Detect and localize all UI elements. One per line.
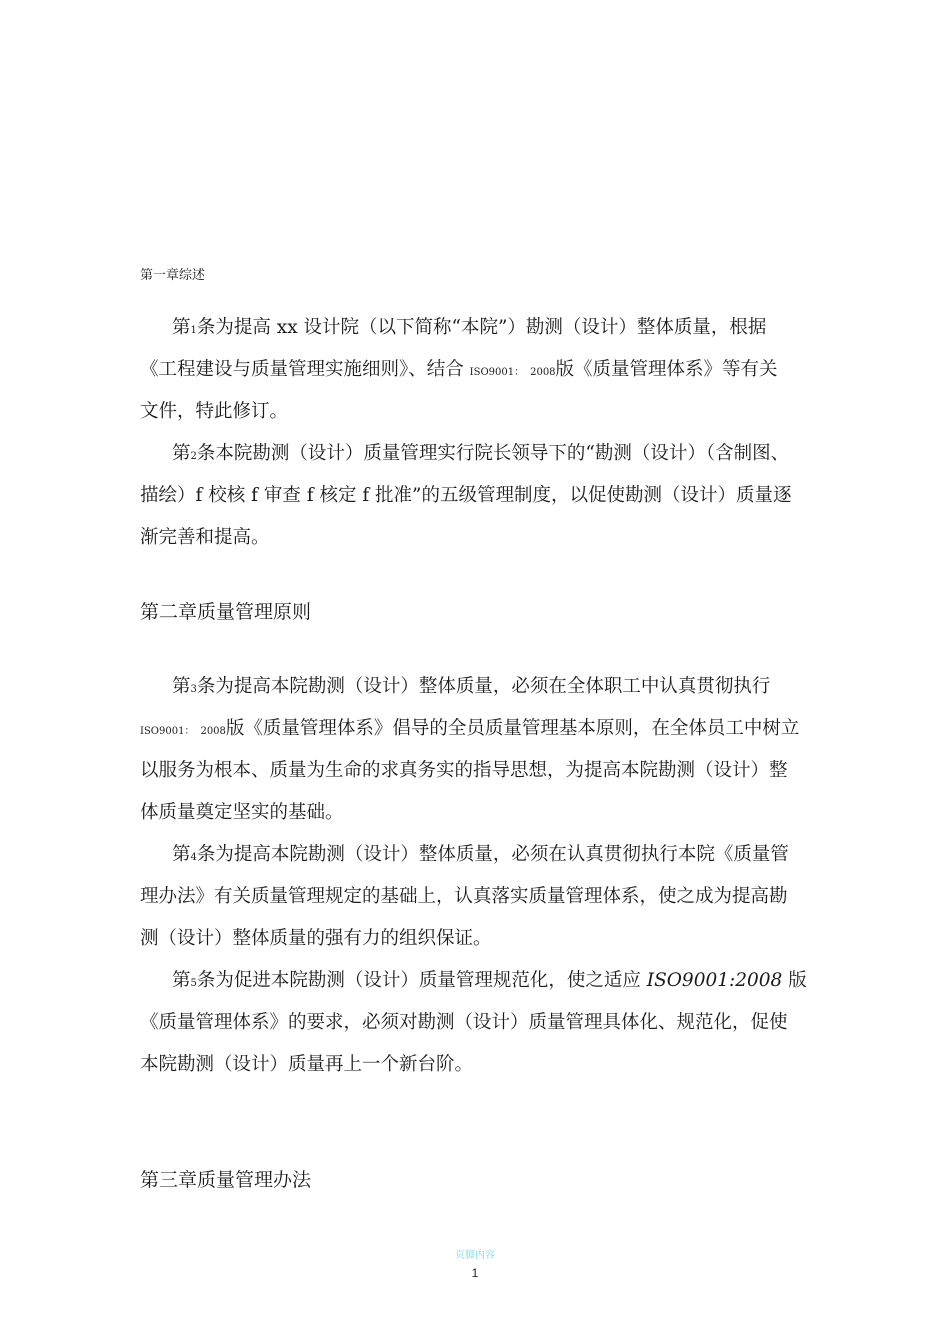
article-text: 《工程建设与质量管理实施细则》、结合 <box>140 359 470 380</box>
footer-text: 页脚内容 <box>455 1250 495 1261</box>
article-text: 条本院勘测（设计）质量管理实行院长领导下的“勘测（设计）（含制图、 <box>196 443 790 464</box>
article-number: 4 <box>190 852 197 863</box>
article-3-line-2 <box>140 715 840 757</box>
article-4-line-2: 理办法》有关质量管理规定的基础上，认真落实质量管理体系，使之成为提高勘 <box>140 886 788 907</box>
page-number: 1 <box>471 1266 479 1280</box>
article-2-line-1 <box>140 440 840 482</box>
article-text: 版《质量管理体系》等有关 <box>555 359 778 380</box>
iso-standard: ISO9001： <box>140 726 195 737</box>
article-prefix: 第 <box>172 970 191 991</box>
chapter-3-title: 第三章质量管理办法 <box>140 1169 312 1191</box>
article-number: 1 <box>190 325 197 336</box>
article-prefix: 第 <box>172 844 191 865</box>
article-prefix: 第 <box>172 317 191 338</box>
article-text: 条为促进本院勘测（设计）质量管理规范化，使之适应 <box>196 970 647 991</box>
article-4-line-1 <box>140 841 840 883</box>
article-1-line-3: 文件，特此修订。 <box>140 401 289 422</box>
chapter-2-title: 第二章质量管理原则 <box>140 601 312 623</box>
article-4 <box>140 841 840 967</box>
article-prefix: 第 <box>172 443 191 464</box>
article-text: 版 <box>782 970 807 991</box>
article-5-line-1 <box>140 967 840 1009</box>
article-3 <box>140 673 840 841</box>
article-text: 条为提高 xx 设计院（以下简称“本院”）勘测（设计）整体质量，根据 <box>196 317 767 338</box>
article-3-line-3: 以服务为根本、质量为生命的求真务实的指导思想，为提高本院勘测（设计）整 <box>140 760 788 781</box>
article-prefix: 第 <box>172 676 191 697</box>
article-5 <box>140 967 840 1093</box>
article-number: 2 <box>190 451 197 462</box>
iso-standard: ISO9001： <box>469 367 525 378</box>
chapter-1-title: 第一章综述 <box>140 268 206 283</box>
iso-year: 2008 <box>530 367 556 378</box>
article-text: 条为提高本院勘测（设计）整体质量，必须在认真贯彻执行本院《质量管 <box>196 844 789 865</box>
article-1-line-1 <box>140 314 840 356</box>
article-5-line-2: 《质量管理体系》的要求，必须对勘测（设计）质量管理具体化、规范化，促使 <box>140 1012 788 1033</box>
article-text: 条为提高本院勘测（设计）整体质量，必须在全体职工中认真贯彻执行 <box>196 676 771 697</box>
iso-standard: ISO9001:2008 <box>646 970 783 991</box>
article-2-line-2: 描绘）f 校核 f 审查 f 核定 f 批准”的五级管理制度，以促使勘测（设计）质量逐 <box>140 485 792 506</box>
article-2-line-3: 渐完善和提高。 <box>140 527 270 548</box>
article-number: 5 <box>190 978 197 989</box>
article-3-line-4: 体质量奠定坚实的基础。 <box>140 802 344 823</box>
article-1-line-2 <box>140 356 840 398</box>
article-4-line-3: 测（设计）整体质量的强有力的组织保证。 <box>140 928 492 949</box>
article-number: 3 <box>190 684 197 695</box>
article-text: 版《质量管理体系》倡导的全员质量管理基本原则，在全体员工中树立 <box>225 718 800 739</box>
article-2 <box>140 440 840 566</box>
article-3-line-1 <box>140 673 840 715</box>
article-5-line-3: 本院勘测（设计）质量再上一个新台阶。 <box>140 1054 474 1075</box>
article-1 <box>140 314 840 440</box>
iso-year: 2008 <box>200 726 226 737</box>
